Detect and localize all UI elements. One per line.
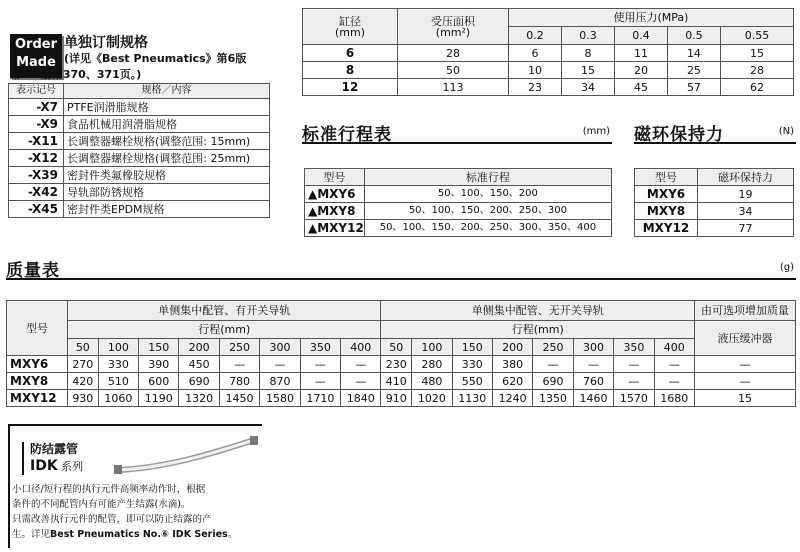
mass-value: 1570	[614, 390, 654, 407]
force-value: 6	[509, 45, 562, 62]
force-header-bore	[303, 9, 398, 45]
magnet-value: 19	[698, 186, 794, 203]
order-made-logo-line1: Order	[15, 37, 57, 52]
mass-value: 1680	[654, 390, 694, 407]
force-area: 28	[398, 45, 509, 62]
mass-stroke-header: 300	[573, 339, 613, 356]
mass-table	[6, 300, 796, 407]
mass-value: 600	[139, 373, 179, 390]
magnet-model: MXY12	[635, 220, 698, 237]
idk-catalog-reference: Best Pneumatics No.⑥ IDK Series	[50, 529, 228, 540]
force-header-bore-unit: (mm)	[334, 25, 365, 39]
pressure-header: 0.3	[561, 27, 614, 45]
mass-value: 450	[179, 356, 219, 373]
pressure-header: 0.4	[614, 27, 667, 45]
mass-header-stroke-2: 行程(mm)	[381, 321, 695, 339]
idk-line-4-pre: 生。详见	[12, 529, 51, 540]
mass-value: 1460	[573, 390, 613, 407]
mass-value: —	[614, 373, 654, 390]
force-header-area-unit: (mm²)	[435, 25, 471, 39]
order-made-code: -X45	[9, 201, 64, 218]
force-value: 11	[614, 45, 667, 62]
idk-tube-illustration	[112, 434, 262, 476]
order-made-code: -X42	[9, 184, 64, 201]
mass-value: —	[654, 373, 694, 390]
mass-value: 690	[533, 373, 573, 390]
magnet-header-model: 型号	[635, 169, 698, 186]
magnet-value: 34	[698, 203, 794, 220]
idk-line-3: 只需改善执行元件的配管，即可以防止结露的产	[12, 514, 212, 525]
mass-damper-value: —	[695, 373, 796, 390]
idk-title-2	[30, 457, 83, 475]
mass-stroke-header: 100	[98, 339, 138, 356]
stroke-values: 50、100、150、200、250、300	[364, 203, 611, 220]
order-made-logo-line2: Made	[16, 55, 56, 70]
mass-header-stroke-1: 行程(mm)	[68, 321, 381, 339]
mass-value: 1060	[98, 390, 138, 407]
mass-model: MXY12	[7, 390, 68, 407]
idk-line-2: 条件的不同配管内有可能产生结露(水滴)。	[12, 499, 191, 510]
order-made-desc: 密封件类EPDM规格	[64, 201, 270, 218]
stroke-header-model: 型号	[305, 169, 365, 186]
idk-line-4	[12, 527, 262, 542]
force-value: 45	[614, 79, 667, 96]
mass-value: 930	[68, 390, 99, 407]
stroke-table	[304, 168, 612, 237]
mass-value: 910	[381, 390, 412, 407]
mass-value: —	[341, 373, 381, 390]
force-value: 14	[667, 45, 720, 62]
mass-value: 1240	[492, 390, 532, 407]
force-value: 8	[561, 45, 614, 62]
mass-value: —	[533, 356, 573, 373]
mass-stroke-header: 150	[452, 339, 492, 356]
magnet-model: MXY8	[635, 203, 698, 220]
mass-value: 1580	[260, 390, 300, 407]
mass-section-unit: (g)	[779, 262, 794, 273]
mass-header-group1: 单侧集中配管、有开关导轨	[68, 301, 381, 321]
mass-header-damper: 液压缓冲器	[695, 321, 796, 356]
stroke-section-header	[302, 120, 612, 144]
mass-damper-value: 15	[695, 390, 796, 407]
mass-value: —	[260, 356, 300, 373]
mass-stroke-header: 350	[300, 339, 340, 356]
order-made-code: -X12	[9, 150, 64, 167]
order-made-desc: 食品机械用润滑脂规格	[64, 116, 270, 133]
force-value: 15	[720, 45, 793, 62]
force-area: 113	[398, 79, 509, 96]
order-made-code: -X39	[9, 167, 64, 184]
stroke-model: ▲MXY6	[305, 186, 365, 203]
idk-line-1: 小口径/短行程的执行元件高频率动作时，根据	[12, 484, 206, 495]
order-made-header-code: 表示记号	[9, 84, 64, 99]
mass-model: MXY8	[7, 373, 68, 390]
mass-value: —	[300, 373, 340, 390]
mass-value: 550	[452, 373, 492, 390]
stroke-values: 50、100、150、200	[364, 186, 611, 203]
mass-value: 870	[260, 373, 300, 390]
mass-value: —	[341, 356, 381, 373]
mass-value: 1350	[533, 390, 573, 407]
mass-value: 690	[179, 373, 219, 390]
mass-stroke-header: 250	[219, 339, 259, 356]
order-made-subtitle-2: 第2-2册第370、371页。)	[10, 68, 142, 81]
order-made-header-desc: 规格／内容	[64, 84, 270, 99]
force-value: 34	[561, 79, 614, 96]
force-header-area	[398, 9, 509, 45]
magnet-model: MXY6	[635, 186, 698, 203]
order-made-desc: PTFE润滑脂规格	[64, 99, 270, 116]
force-bore: 6	[303, 45, 398, 62]
idk-box	[8, 424, 262, 548]
mass-value: —	[300, 356, 340, 373]
mass-value: 330	[452, 356, 492, 373]
order-made-subtitle-1: (详见《Best Pneumatics》第6版	[64, 52, 247, 65]
mass-section-title: 质量表	[6, 261, 60, 281]
mass-header-group3: 由可选项增加质量	[695, 301, 796, 321]
mass-value: 760	[573, 373, 613, 390]
mass-stroke-header: 250	[533, 339, 573, 356]
idk-title-2-rest: 系列	[57, 460, 84, 473]
mass-value: 330	[98, 356, 138, 373]
magnet-section-title: 磁环保持力	[634, 125, 724, 145]
mass-header-group2: 单侧集中配管、无开关导轨	[381, 301, 695, 321]
stroke-section-title: 标准行程表	[302, 125, 392, 145]
mass-stroke-header: 50	[381, 339, 412, 356]
mass-value: 230	[381, 356, 412, 373]
magnet-section-unit: (N)	[778, 126, 794, 137]
order-made-code: -X7	[9, 99, 64, 116]
force-value: 15	[561, 62, 614, 79]
force-value: 25	[667, 62, 720, 79]
order-made-desc: 长调整器螺栓规格(调整范围: 25mm)	[64, 150, 270, 167]
mass-value: 380	[492, 356, 532, 373]
mass-value: —	[219, 356, 259, 373]
mass-damper-value: —	[695, 356, 796, 373]
force-table	[302, 8, 794, 96]
order-made-code: -X9	[9, 116, 64, 133]
idk-title-2-bold: IDK	[30, 458, 58, 474]
mass-value: 270	[68, 356, 99, 373]
mass-value: 620	[492, 373, 532, 390]
mass-value: 1840	[341, 390, 381, 407]
mass-value: 1710	[300, 390, 340, 407]
mass-stroke-header: 350	[614, 339, 654, 356]
stroke-model: ▲MXY12	[305, 220, 365, 237]
force-header-area-label: 受压面积	[431, 14, 475, 28]
pressure-header: 0.2	[509, 27, 562, 45]
mass-value: 780	[219, 373, 259, 390]
order-made-code: -X11	[9, 133, 64, 150]
force-header-bore-label: 缸径	[339, 14, 361, 28]
mass-value: 420	[68, 373, 99, 390]
pressure-header: 0.55	[720, 27, 793, 45]
stroke-model: ▲MXY8	[305, 203, 365, 220]
stroke-header-strokes: 标准行程	[364, 169, 611, 186]
order-made-desc: 导轨部防锈规格	[64, 184, 270, 201]
idk-description	[12, 482, 262, 542]
mass-value: 480	[412, 373, 452, 390]
magnet-section-header	[634, 120, 796, 144]
mass-model: MXY6	[7, 356, 68, 373]
magnet-value: 77	[698, 220, 794, 237]
magnet-table	[634, 168, 794, 237]
mass-stroke-header: 50	[68, 339, 99, 356]
stroke-section-unit: (mm)	[582, 126, 610, 137]
idk-title-block	[22, 442, 83, 475]
order-made-table	[8, 83, 270, 218]
mass-stroke-header: 100	[412, 339, 452, 356]
idk-line-4-post: 。	[227, 529, 238, 540]
mass-value: 1020	[412, 390, 452, 407]
mass-value: 410	[381, 373, 412, 390]
mass-header-model: 型号	[7, 301, 68, 356]
force-bore: 12	[303, 79, 398, 96]
mass-stroke-header: 400	[341, 339, 381, 356]
order-made-title: 单独订制规格	[64, 35, 148, 51]
mass-value: —	[573, 356, 613, 373]
force-bore: 8	[303, 62, 398, 79]
mass-stroke-header: 400	[654, 339, 694, 356]
force-area: 50	[398, 62, 509, 79]
stroke-values: 50、100、150、200、250、300、350、400	[364, 220, 611, 237]
mass-value: 280	[412, 356, 452, 373]
mass-section-header	[6, 256, 796, 280]
mass-value: 1450	[219, 390, 259, 407]
mass-value: 1130	[452, 390, 492, 407]
force-value: 62	[720, 79, 793, 96]
mass-value: 390	[139, 356, 179, 373]
force-value: 10	[509, 62, 562, 79]
mass-stroke-header: 200	[179, 339, 219, 356]
mass-stroke-header: 200	[492, 339, 532, 356]
force-value: 28	[720, 62, 793, 79]
mass-value: 510	[98, 373, 138, 390]
mass-value: —	[654, 356, 694, 373]
pressure-header: 0.5	[667, 27, 720, 45]
mass-value: —	[614, 356, 654, 373]
force-value: 20	[614, 62, 667, 79]
force-value: 23	[509, 79, 562, 96]
mass-stroke-header: 150	[139, 339, 179, 356]
mass-stroke-header: 300	[260, 339, 300, 356]
order-made-desc: 长调整器螺栓规格(调整范围: 15mm)	[64, 133, 270, 150]
force-header-pressure: 使用压力(MPa)	[509, 9, 794, 27]
idk-title-1: 防结露管	[30, 442, 79, 456]
order-made-desc: 密封件类氟橡胶规格	[64, 167, 270, 184]
mass-value: 1190	[139, 390, 179, 407]
force-value: 57	[667, 79, 720, 96]
mass-value: 1320	[179, 390, 219, 407]
magnet-header-value: 磁环保持力	[698, 169, 794, 186]
